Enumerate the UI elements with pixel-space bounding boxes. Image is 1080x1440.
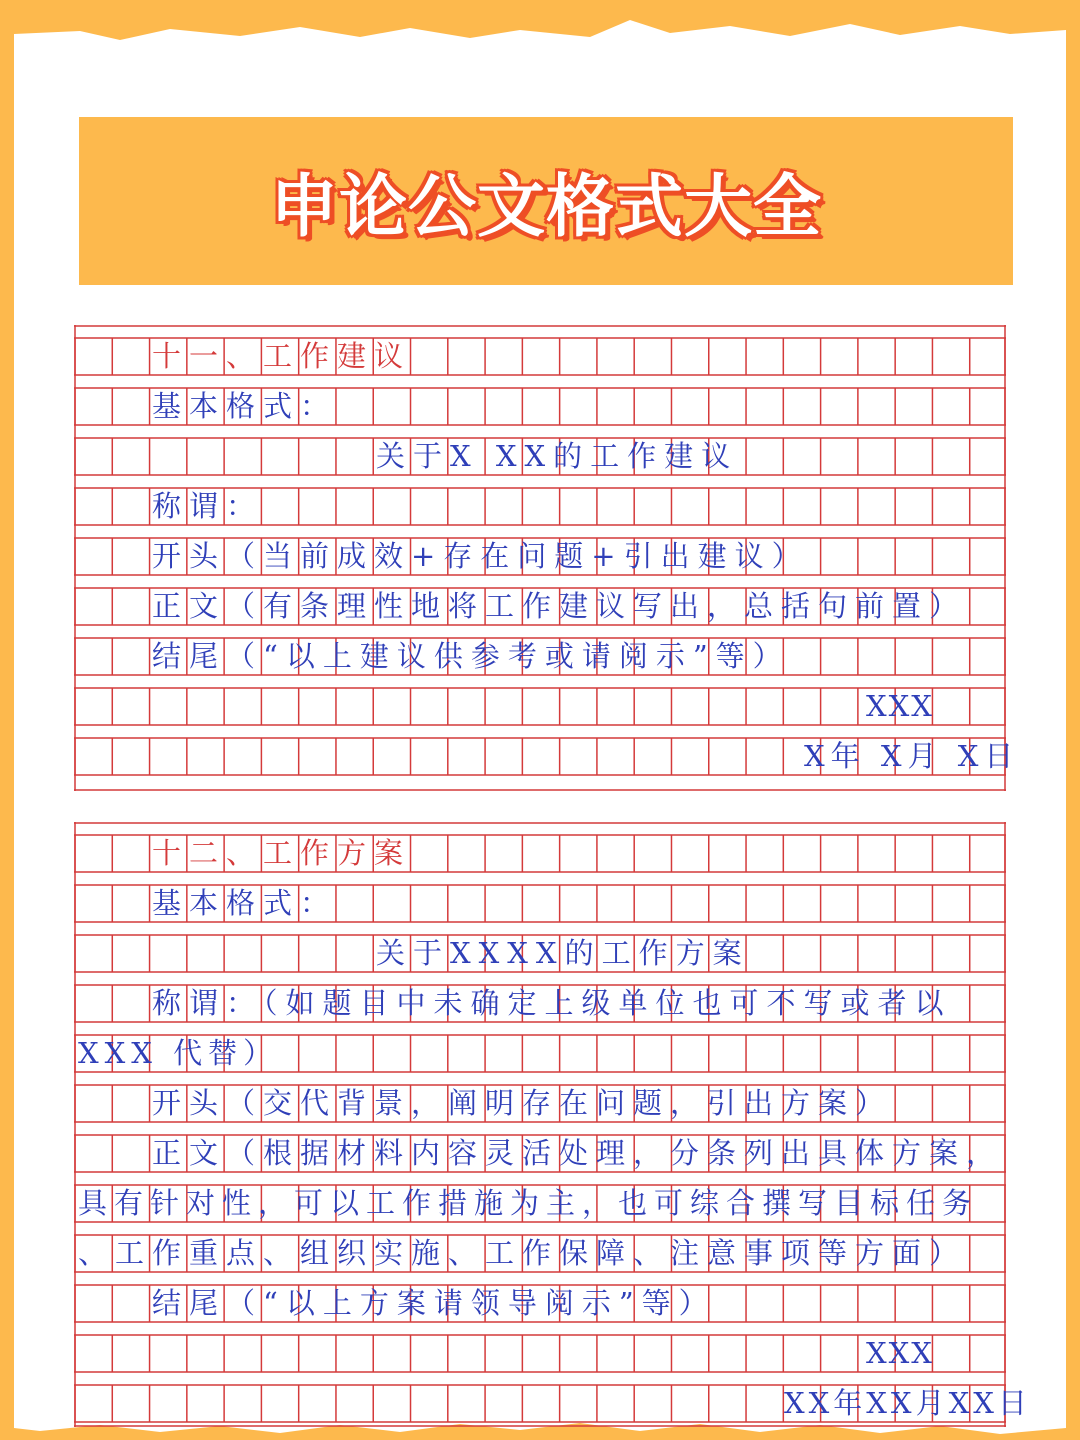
signature: XXX [866, 689, 934, 723]
grid-row [74, 438, 1014, 475]
grid-row [74, 835, 1014, 872]
grid-row [74, 1185, 1014, 1222]
grid-row [74, 338, 1014, 375]
grid-row [74, 1085, 1014, 1122]
grid-row [74, 1035, 1014, 1072]
salutation-line: 称谓： [152, 489, 264, 523]
grid-row [74, 1235, 1014, 1272]
closing-line: 结尾（“以上方案请领导阅示”等） [152, 1286, 716, 1320]
opening-line: 开头（交代背景，阐明存在问题，引出方案） [152, 1086, 893, 1120]
document-title: 关于XXXX的工作方案 [376, 936, 750, 970]
grid-row [74, 935, 1014, 972]
grid-row [74, 738, 1020, 775]
date-line: X年 X月 X日 [804, 739, 1020, 773]
opening-line: 开头（当前成效+存在问题+引出建议） [152, 539, 809, 573]
grid-row [74, 538, 1014, 575]
closing-line: 结尾（“以上建议供参考或请阅示”等） [152, 639, 790, 673]
grid-row [74, 588, 1014, 625]
title-banner [79, 117, 1013, 285]
grid-row [74, 885, 1014, 922]
grid-paper-section-1 [74, 325, 1020, 791]
grid-row [74, 638, 1014, 675]
grid-paper-section-2 [74, 822, 1031, 1427]
grid-row [74, 388, 1014, 425]
document-title: 关于X XX的工作建议 [376, 439, 739, 473]
grid-row [74, 688, 1014, 725]
grid-row [74, 1335, 1014, 1372]
body-line: 正文（根据材料内容灵活处理，分条列出具体方案， [152, 1136, 1004, 1170]
body-line-continued: 、工作重点、组织实施、工作保障、注意事项等方面） [78, 1236, 967, 1270]
grid-row [74, 488, 1014, 525]
date-line: XX年XX月XX日 [784, 1386, 1031, 1420]
salutation-line-continued: XXX 代替） [78, 1036, 279, 1070]
body-line-continued: 具有针对性，可以工作措施为主，也可综合撰写目标任务 [78, 1186, 979, 1220]
section-heading: 十一、工作建议 [152, 339, 412, 373]
grid-row [74, 1385, 1031, 1422]
signature: XXX [866, 1336, 934, 1370]
grid-row [74, 1285, 1014, 1322]
grid-row [74, 1135, 1014, 1172]
section-heading: 十二、工作方案 [152, 836, 412, 870]
basic-format-label: 基本格式： [152, 389, 338, 423]
body-line: 正文（有条理性地将工作建议写出，总括句前置） [152, 589, 967, 623]
salutation-line: 称谓：（如题目中未确定上级单位也可不写或者以 [152, 986, 952, 1020]
page-title: 申论公文格式大全 [269, 167, 822, 247]
grid-row [74, 985, 1014, 1022]
basic-format-label: 基本格式： [152, 886, 338, 920]
